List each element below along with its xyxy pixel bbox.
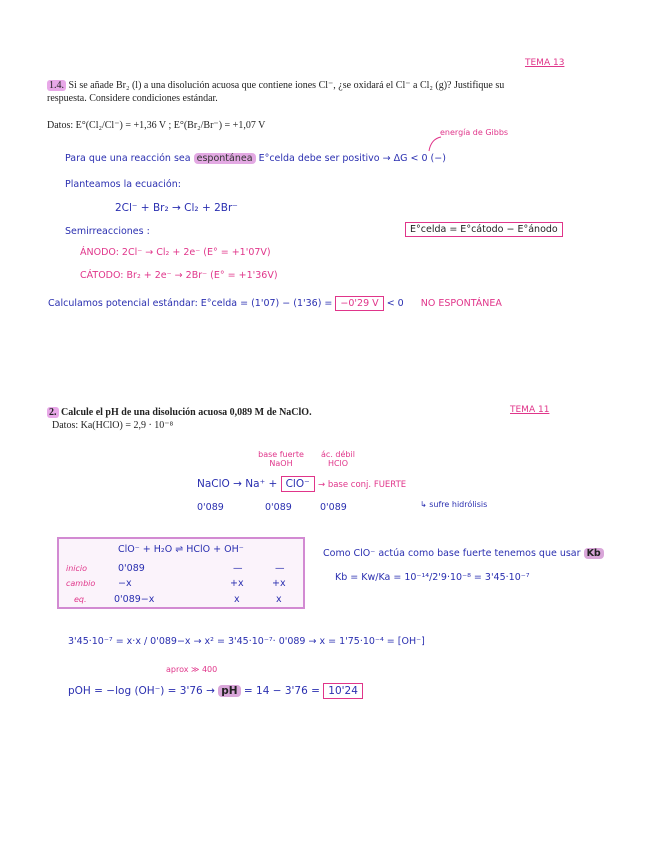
tema-label-2: TEMA 11 (510, 405, 550, 415)
gibbs-note: energía de Gibbs (440, 128, 509, 137)
acido-debil-text: ác. débil (321, 450, 355, 459)
dissociation-equation (197, 478, 406, 490)
ecell-formula-box: E°celda = E°cátodo − E°ánodo (405, 222, 563, 237)
spontaneous-highlight: espontánea (194, 153, 256, 164)
ice-row-cambio: cambio (66, 579, 96, 588)
conc-na: 0'089 (265, 502, 292, 513)
reaction-equation: 2Cl⁻ + Br₂ → Cl₂ + 2Br⁻ (115, 202, 238, 214)
spontaneity-line (65, 153, 446, 164)
question-1-line2: respuesta. Considere condiciones estándar. (47, 93, 218, 104)
ph-result-box: 10'24 (323, 683, 363, 699)
ice-row-inicio: inicio (66, 564, 88, 573)
base-fuerte-note (256, 450, 306, 468)
cathode-reaction: CÁTODO: Br₂ + 2e⁻ → 2Br⁻ (E° = +1'36V) (80, 270, 278, 281)
poh-text: pOH = −log (OH⁻) = 3'76 → (68, 685, 215, 697)
semireactions-label: Semirreacciones : (65, 226, 150, 237)
conj-base-label: → base conj. FUERTE (318, 480, 407, 490)
ice-cell-clo-eq: 0'089−x (114, 594, 155, 605)
ice-cell-clo-inicio: 0'089 (118, 563, 145, 574)
acido-debil-note (313, 450, 363, 468)
ice-cell-hclo-inicio: — (233, 563, 243, 574)
kb-highlight: Kb (584, 548, 604, 559)
question-1-text-1: Si se añade Br₂ (l) a una disolución acuosa que contiene iones Cl⁻, ¿se oxidará el Cl⁻ a Cl₂ (g)? Justifique su (68, 80, 505, 91)
ice-row-eq: eq. (74, 595, 87, 604)
question-2-number: 2. (49, 407, 57, 418)
kb-formula: Kb = Kw/Ka = 10⁻¹⁴/2'9·10⁻⁸ = 3'45·10⁻⁷ (335, 572, 530, 583)
anode-reaction: ÁNODO: 2Cl⁻ → Cl₂ + 2e⁻ (E° = +1'07V) (80, 247, 271, 258)
kb-explanation-text: Como ClO⁻ actúa como base fuerte tenemos que usar (323, 548, 581, 559)
ice-cell-oh-cambio: +x (272, 578, 286, 589)
equilibrium-solution: 3'45·10⁻⁷ = x·x / 0'089−x → x² = 3'45·10⁻⁷· 0'089 → x = 1'75·10⁻⁴ = [OH⁻] (68, 636, 425, 647)
standard-potential-line (48, 298, 502, 309)
approx-note: aprox ≫ 400 (166, 665, 218, 674)
question-1-datos: Datos: E°(Cl₂/Cl⁻) = +1,36 V ; E°(Br₂/Br⁻) = +1,07 V (47, 120, 266, 131)
hclo-text: HClO (327, 459, 349, 468)
question-2-datos: Datos: Ka(HClO) = 2,9 · 10⁻⁸ (52, 420, 174, 431)
dissociation-text: NaClO → Na⁺ + (197, 478, 278, 490)
ph-highlight: pH (218, 685, 240, 697)
tema-label-1: TEMA 13 (525, 58, 565, 68)
ice-cell-oh-inicio: — (275, 563, 285, 574)
ice-cell-hclo-cambio: +x (230, 578, 244, 589)
base-fuerte-text: base fuerte (258, 450, 304, 459)
ph-calculation (68, 685, 363, 697)
calc-lt-zero: < 0 (386, 298, 404, 309)
clo-box: ClO⁻ (281, 476, 315, 492)
gibbs-arrow-icon (425, 135, 443, 153)
ice-cell-clo-cambio: −x (118, 578, 132, 589)
hydrolysis-note: ↳ sufre hidrólisis (420, 500, 488, 509)
ice-header: ClO⁻ + H₂O ⇌ HClO + OH⁻ (118, 544, 244, 555)
conc-clo: 0'089 (320, 502, 347, 513)
spontaneity-text-b: E°celda debe ser positivo → ΔG < 0 (−) (258, 153, 446, 164)
question-1-number: 1.4. (49, 80, 64, 91)
question-1-line1 (47, 80, 504, 91)
ph-middle: = 14 − 3'76 = (243, 685, 320, 697)
plant-text: Planteamos la ecuación: (65, 179, 181, 190)
calc-text: Calculamos potencial estándar: E°celda = (1'07) − (1'36) = (48, 298, 333, 309)
no-spontaneous-label: NO ESPONTÁNEA (420, 298, 502, 309)
question-2-line (47, 407, 312, 418)
spontaneity-text-a: Para que una reacción sea (65, 153, 191, 164)
naoh-text: NaOH (269, 459, 293, 468)
ecell-result-box: −0'29 V (335, 296, 383, 311)
ice-cell-hclo-eq: x (234, 594, 240, 605)
question-2-text: Calcule el pH de una disolución acuosa 0,089 M de NaClO. (61, 407, 312, 418)
conc-naclo: 0'089 (197, 502, 224, 513)
ice-cell-oh-eq: x (276, 594, 282, 605)
kb-explanation (323, 548, 604, 559)
